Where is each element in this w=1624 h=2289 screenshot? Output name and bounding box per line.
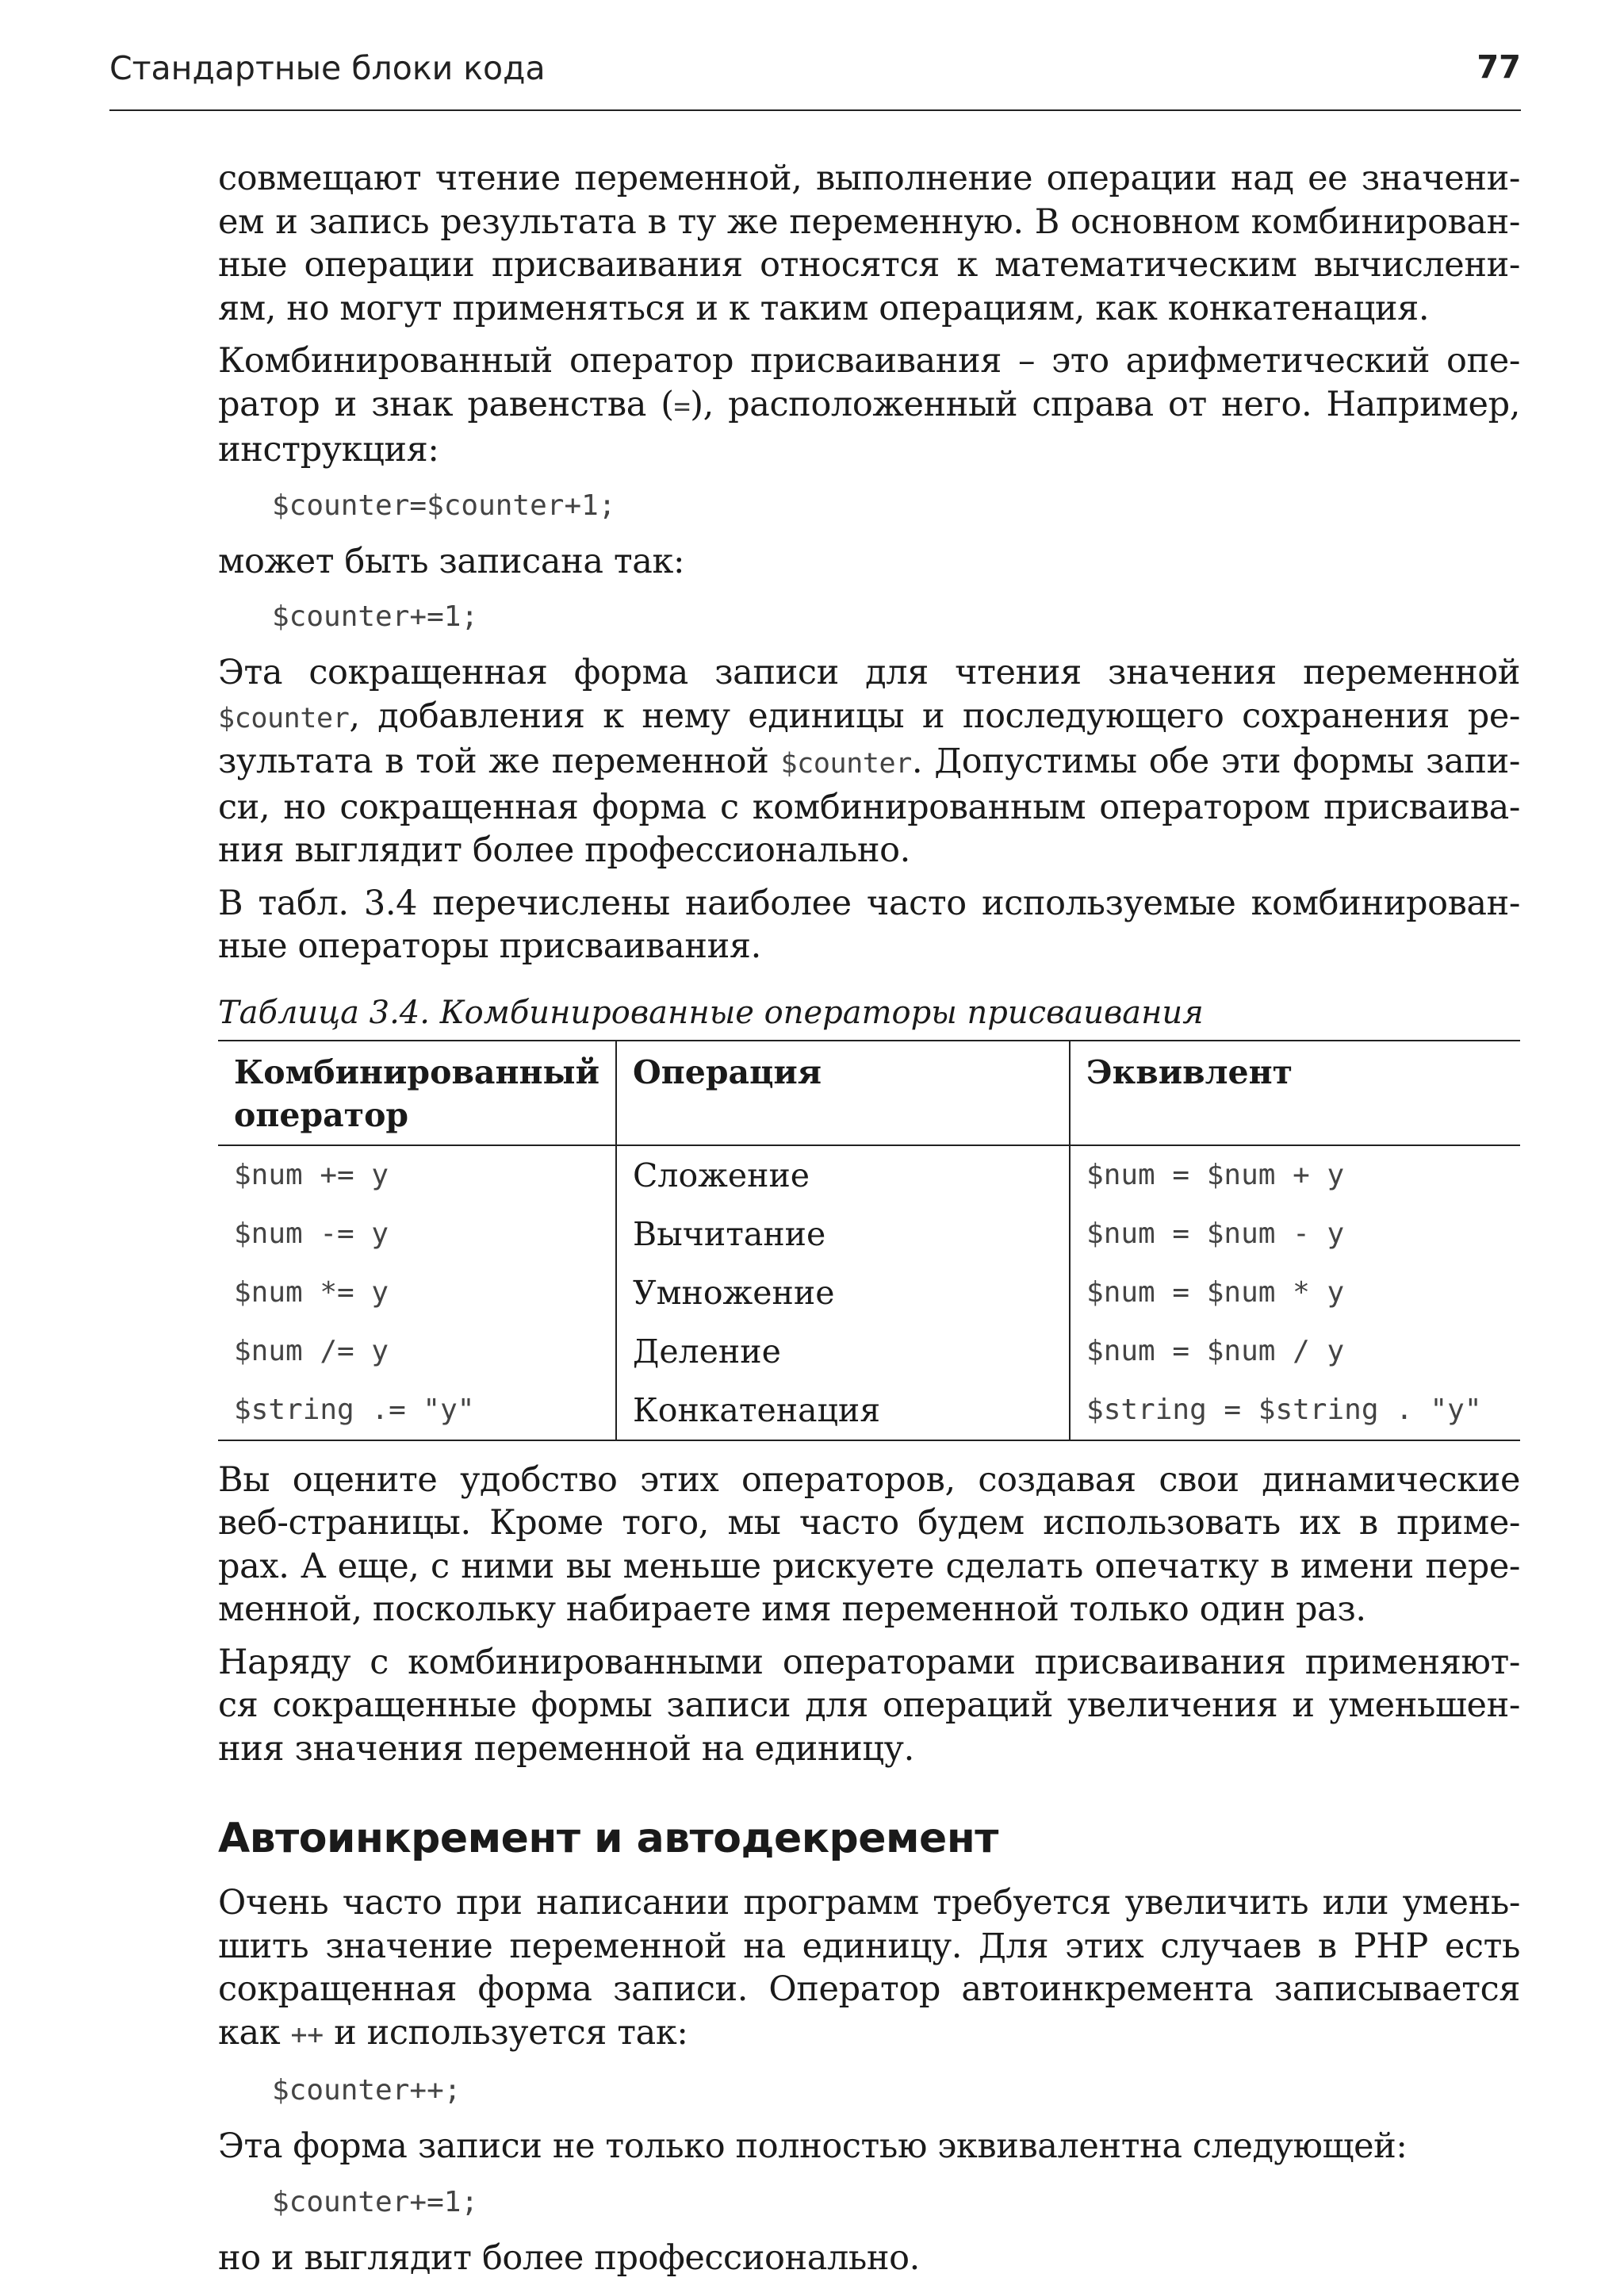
paragraph xyxy=(218,339,1520,472)
table-cell: $string = $string . "y" xyxy=(1070,1381,1520,1440)
text-span: ), расположенный справа от него. Например, xyxy=(690,384,1520,424)
text-line: Наряду с комбинированными операторами присваивания применяют- xyxy=(218,1642,1520,1682)
text-line: Эта форма записи не только полностью эквивалентна следующей: xyxy=(218,2126,1408,2166)
table-row xyxy=(218,1145,1520,1205)
text-line: Комбинированный оператор присваивания – это арифметический опе- xyxy=(218,341,1520,381)
text-line: ные операции присваивания относятся к математическим вычислени- xyxy=(218,245,1520,285)
text-line: шить значение переменной на единицу. Для этих случаев в PHP есть xyxy=(218,1926,1520,1966)
table-cell: $num = $num * y xyxy=(1070,1263,1520,1322)
text-line: Очень часто при написании программ требуется увеличить или умень- xyxy=(218,1883,1520,1923)
paragraph xyxy=(218,651,1520,872)
code-block: $counter+=1; xyxy=(272,2185,479,2218)
table-row xyxy=(218,1322,1520,1381)
paragraph xyxy=(218,882,1520,968)
text-line: инструкция: xyxy=(218,430,439,470)
table-row xyxy=(218,1381,1520,1440)
table-header-cell: Операция xyxy=(616,1041,1070,1145)
inline-code: ++ xyxy=(290,2019,324,2051)
operators-table xyxy=(218,1040,1520,1441)
text-line: ния выглядит более профессионально. xyxy=(218,830,910,870)
paragraph xyxy=(218,1459,1520,1631)
table-cell: $num = $num - y xyxy=(1070,1205,1520,1263)
text-line: В табл. 3.4 перечислены наиболее часто используемые комбинирован- xyxy=(218,883,1520,923)
table-cell: $num *= y xyxy=(234,1275,389,1309)
inline-code: = xyxy=(673,390,691,423)
text-line: может быть записана так: xyxy=(218,541,685,581)
table-cell: Умножение xyxy=(616,1263,1070,1322)
table-cell: $num = $num + y xyxy=(1070,1145,1520,1205)
table-header-cell: Эквивлент xyxy=(1070,1041,1520,1145)
text-line xyxy=(218,383,1520,429)
paragraph xyxy=(218,1641,1520,1771)
table-cell: Конкатенация xyxy=(616,1381,1070,1440)
text-line: ям, но могут применяться и к таким операциям, как конкатенация. xyxy=(218,288,1430,328)
table-row xyxy=(218,1263,1520,1322)
text-span: ратор и знак равенства ( xyxy=(218,384,674,424)
text-span: . Допустимы обе эти формы запи- xyxy=(911,742,1520,781)
table-cell: $num += y xyxy=(234,1158,389,1191)
text-span: как xyxy=(218,2012,291,2053)
text-line: Вы оцените удобство этих операторов, создавая свои динамические xyxy=(218,1459,1520,1500)
section-heading: Автоинкремент и автодекремент xyxy=(218,1815,998,1862)
text-line: менной, поскольку набираете имя переменной только один раз. xyxy=(218,1589,1366,1629)
text-line xyxy=(218,740,1520,786)
table-cell: $num /= y xyxy=(234,1334,389,1367)
table-cell: Сложение xyxy=(616,1145,1070,1205)
running-header xyxy=(109,46,1521,111)
table-cell: Вычитание xyxy=(616,1205,1070,1263)
table-header-row xyxy=(218,1041,1520,1145)
text-span: и используется так: xyxy=(323,2012,688,2053)
text-line: ем и запись результата в ту же переменную. В основном комбинирован- xyxy=(218,201,1520,242)
text-line: совмещают чтение переменной, выполнение операции над ее значени- xyxy=(218,159,1520,198)
paragraph xyxy=(218,2237,1520,2280)
text-line: рах. А еще, с ними вы меньше рискуете сделать опечатку в имени пере- xyxy=(218,1546,1520,1586)
code-block: $counter++; xyxy=(272,2074,462,2107)
paragraph xyxy=(218,157,1520,330)
paragraph xyxy=(218,2125,1520,2168)
code-block: $counter=$counter+1; xyxy=(272,489,616,522)
table-cell: $string .= "y" xyxy=(234,1393,475,1426)
page-body xyxy=(218,157,1520,2289)
text-line: ные операторы присваивания. xyxy=(218,926,761,966)
table-cell: $num = $num / y xyxy=(1070,1322,1520,1381)
text-line: си, но сокращенная форма с комбинированным оператором присваива- xyxy=(218,787,1520,827)
text-line xyxy=(218,2011,1520,2057)
running-header-title: Стандартные блоки кода xyxy=(109,49,546,87)
code-block: $counter+=1; xyxy=(272,600,479,633)
inline-code: $counter xyxy=(218,702,350,734)
table-header-cell: Комбинированный оператор xyxy=(234,1052,600,1134)
text-span: , добавления к нему единицы и последующего сохранения ре- xyxy=(349,696,1520,736)
table-cell: Деление xyxy=(616,1322,1070,1381)
text-line: сокращенная форма записи. Оператор автоинкремента записывается xyxy=(218,1969,1520,2009)
text-span: зультата в той же переменной xyxy=(218,742,781,781)
table-row xyxy=(218,1205,1520,1263)
text-line: ния значения переменной на единицу. xyxy=(218,1728,914,1769)
table-caption: Таблица 3.4. Комбинированные операторы присваивания xyxy=(218,994,1204,1031)
page-number: 77 xyxy=(1477,49,1521,86)
text-line: но и выглядит более профессионально. xyxy=(218,2237,920,2278)
paragraph xyxy=(218,540,1520,584)
table-cell: $num -= y xyxy=(234,1217,389,1250)
text-line: Эта сокращенная форма записи для чтения значения переменной xyxy=(218,653,1520,692)
text-line: ся сокращенные формы записи для операций увеличения и уменьшен- xyxy=(218,1685,1520,1725)
inline-code: $counter xyxy=(780,748,912,780)
paragraph xyxy=(218,1881,1520,2057)
text-line xyxy=(218,695,1520,741)
text-line: веб-страницы. Кроме того, мы часто будем использовать их в приме- xyxy=(218,1503,1520,1543)
